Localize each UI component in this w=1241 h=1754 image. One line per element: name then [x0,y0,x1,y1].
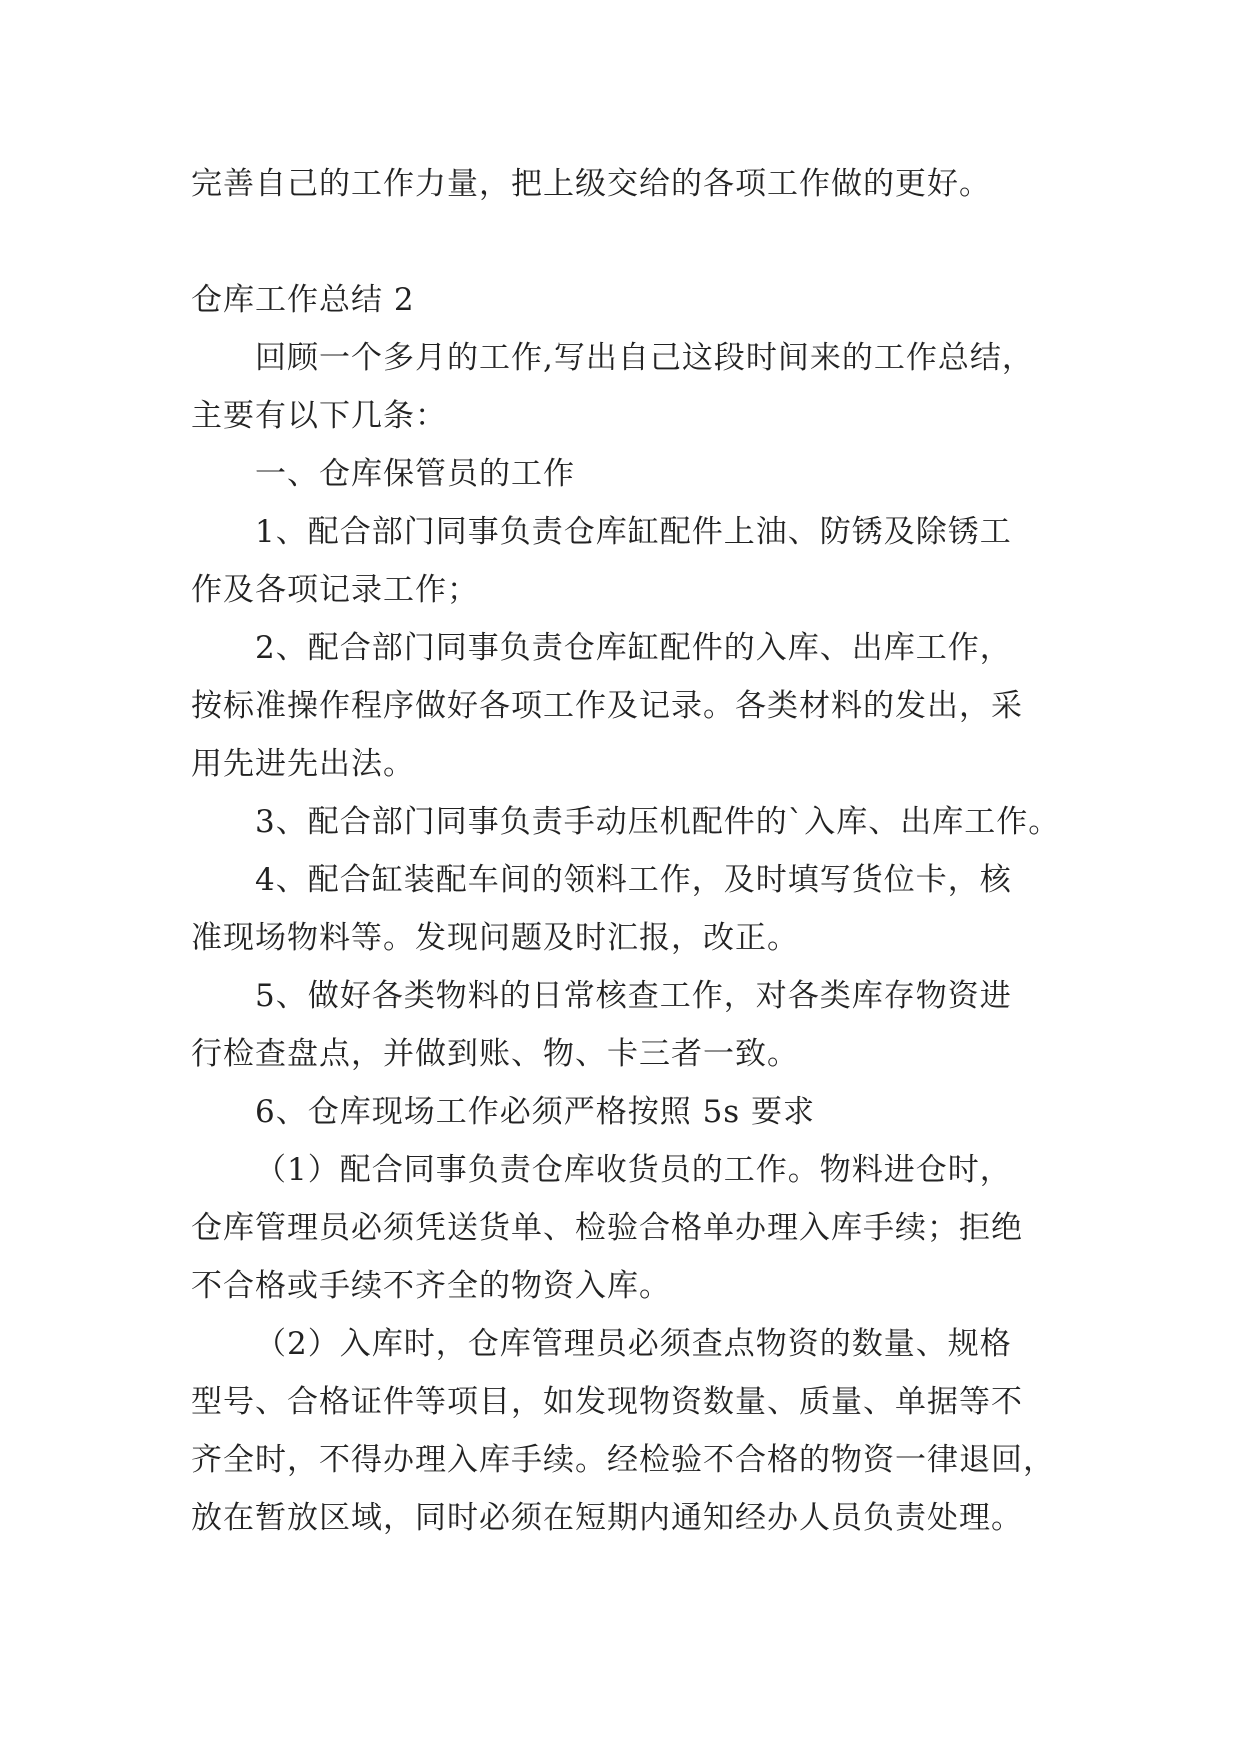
text-line: 用先进先出法。 [191,746,415,782]
list-item: （2）入库时，仓库管理员必须查点物资的数量、规格 [255,1326,1012,1362]
text-line: 作及各项记录工作； [191,572,479,608]
text-line: 放在暂放区域，同时必须在短期内通知经办人员负责处理。 [191,1500,1023,1536]
list-item: （1）配合同事负责仓库收货员的工作。物料进仓时， [255,1152,1012,1188]
list-item: 6、仓库现场工作必须严格按照 5s 要求 [255,1094,816,1130]
text-line: 准现场物料等。发现问题及时汇报，改正。 [191,920,799,956]
list-item: 3、配合部门同事负责手动压机配件的`入库、出库工作。 [255,804,1061,840]
text-line: 完善自己的工作力量，把上级交给的各项工作做的更好。 [191,166,991,202]
document-body [191,155,1071,1547]
text-line: 不合格或手续不齐全的物资入库。 [191,1268,671,1304]
list-item: 5、做好各类物料的日常核查工作，对各类库存物资进 [255,978,1012,1014]
list-item: 1、配合部门同事负责仓库缸配件上油、防锈及除锈工 [255,514,1012,550]
subsection-heading: 一、仓库保管员的工作 [255,456,575,492]
text-line: 主要有以下几条： [191,398,447,434]
text-line: 按标准操作程序做好各项工作及记录。各类材料的发出，采 [191,688,1023,724]
text-line: 齐全时，不得办理入库手续。经检验不合格的物资一律退回， [191,1442,1055,1478]
list-item: 2、配合部门同事负责仓库缸配件的入库、出库工作， [255,630,1012,666]
text-line: 型号、合格证件等项目，如发现物资数量、质量、单据等不 [191,1384,1023,1420]
text-line: 仓库管理员必须凭送货单、检验合格单办理入库手续；拒绝 [191,1210,1023,1246]
list-item: 4、配合缸装配车间的领料工作，及时填写货位卡，核 [255,862,1012,898]
text-line: 行检查盘点，并做到账、物、卡三者一致。 [191,1036,799,1072]
text-line: 回顾一个多月的工作,写出自己这段时间来的工作总结， [255,340,1034,376]
section-heading: 仓库工作总结 2 [191,282,415,318]
